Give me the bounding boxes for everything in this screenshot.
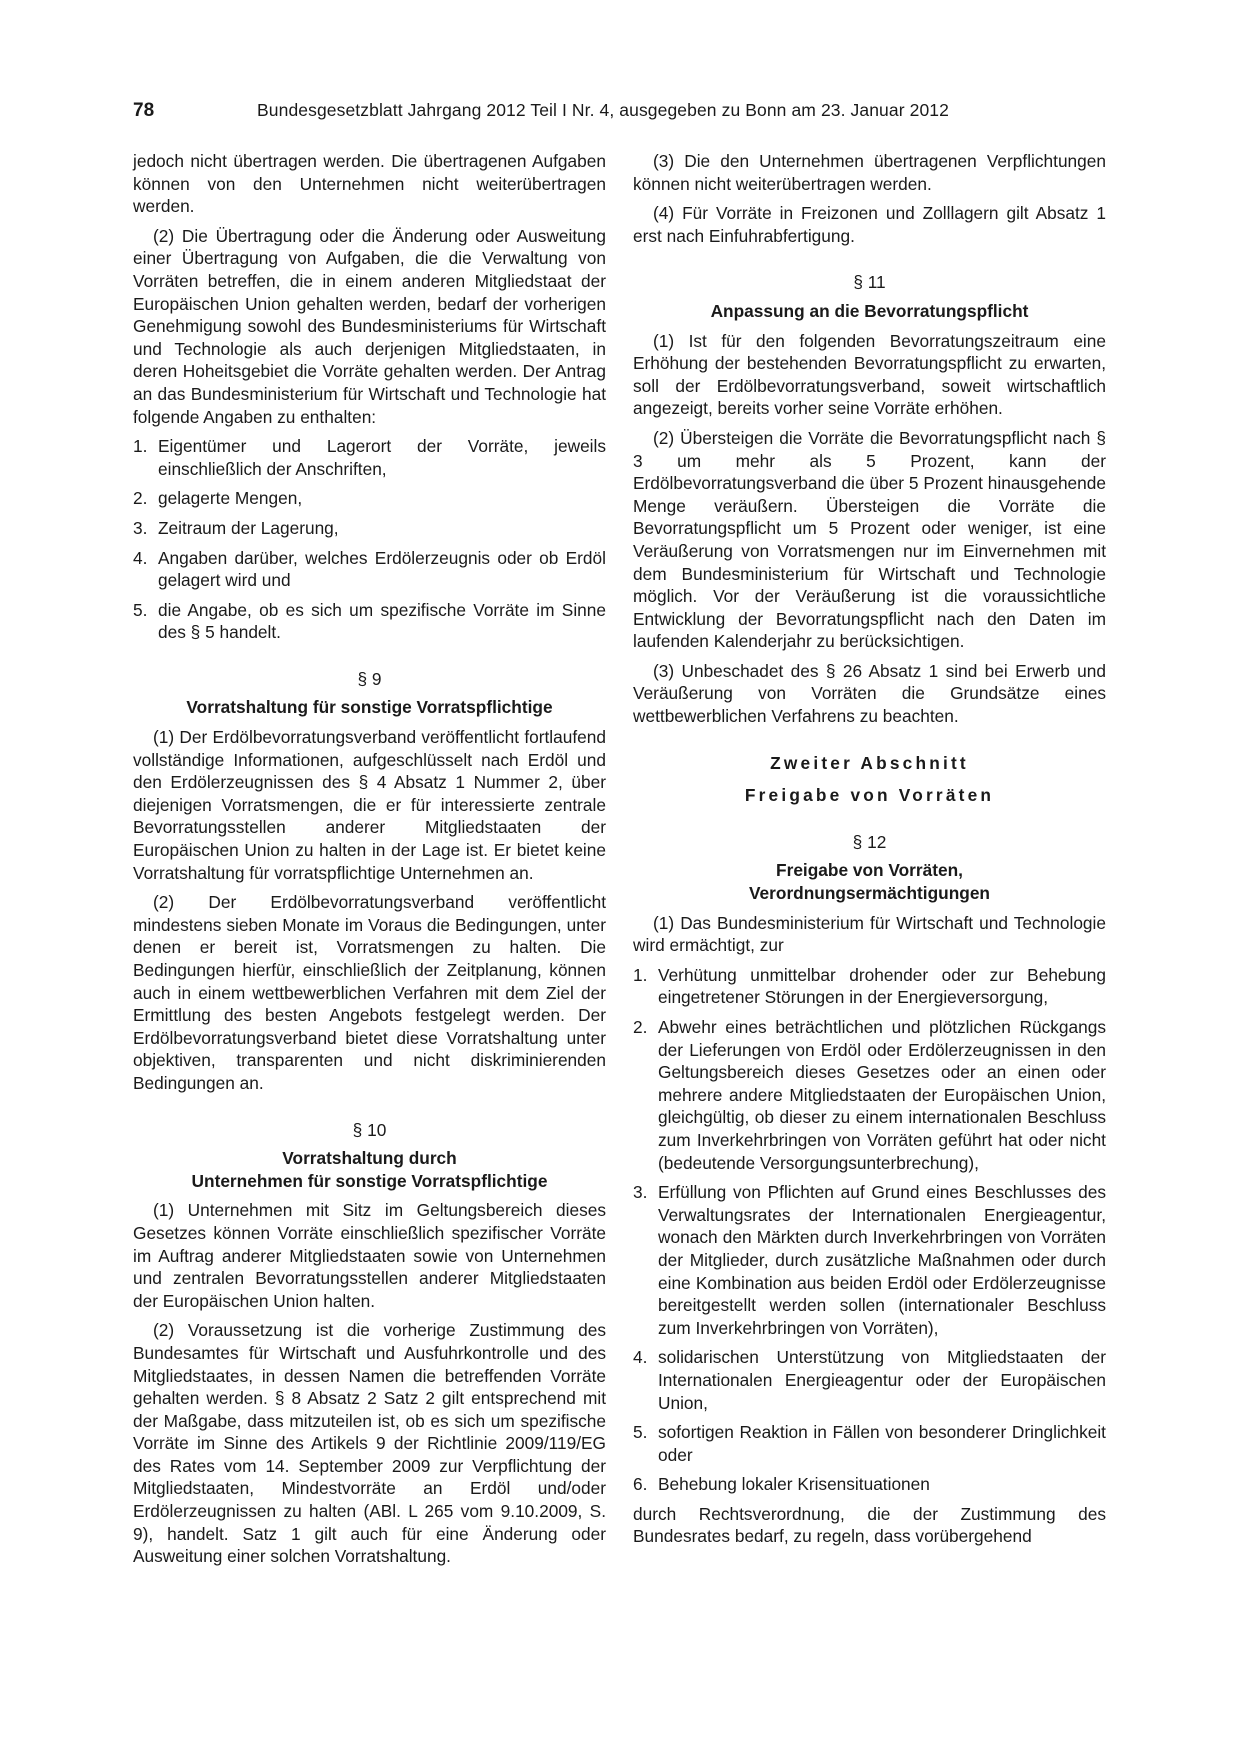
section-title-9 [133, 696, 606, 719]
list-text: solidarischen Unterstützung von Mitgliedstaaten der Internationalen Energieagentur oder der Europäischen Union, [658, 1347, 1106, 1413]
list-item [133, 487, 606, 510]
list-text: die Angabe, ob es sich um spezifische Vorräte im Sinne des § 5 handelt. [158, 599, 606, 643]
list-text: Zeitraum der Lagerung, [158, 517, 339, 538]
paragraph: jedoch nicht übertragen werden. Die übertragenen Aufgaben können von den Unternehmen nicht weiterübertragen werden. [133, 151, 606, 217]
list-item [633, 1016, 1106, 1174]
list-text: Behebung lokaler Krisensituationen [658, 1474, 930, 1495]
list-number: 4. [633, 1347, 648, 1368]
paragraph: (4) Für Vorräte in Freizonen und Zolllagern gilt Absatz 1 erst nach Einfuhrabfertigung. [633, 203, 1106, 246]
paragraph: (3) Die den Unternehmen übertragenen Verpflichtungen können nicht weiterübertragen werden. [633, 151, 1106, 194]
section-sign-9: § 9 [357, 668, 382, 689]
page-header [133, 100, 1109, 122]
section-title-line: Unternehmen für sonstige Vorratspflichtige [191, 1170, 548, 1191]
list-item [633, 1346, 1106, 1414]
list-text: gelagerte Mengen, [158, 488, 303, 509]
list-number: 6. [633, 1474, 648, 1495]
list-text: Eigentümer und Lagerort der Vorräte, jeweils einschließlich der Anschriften, [158, 436, 606, 479]
section-sign-10: § 10 [352, 1119, 387, 1140]
part-title: Freigabe von Vorräten [744, 785, 995, 806]
list-item [633, 1181, 1106, 1339]
numbered-list [133, 435, 606, 644]
paragraph: (1) Der Erdölbevorratungsverband veröffentlicht fortlaufend vollständige Informationen, aufgeschlüsselt nach Erdöl und den Erdölerzeugnissen des § 4 Absatz 1 Nummer 2, über diejenigen Vorratsmengen, die er für interessierte zentrale Bevorratungsstellen anderer Mitgliedstaaten der Europäischen Union zu halten in der Lage ist. Er bietet keine Vorratshaltung für vorratspflichtige Unternehmen an. [133, 727, 606, 883]
section-title-12 [633, 859, 1106, 904]
list-number: 5. [633, 1422, 648, 1443]
left-column [133, 150, 606, 1575]
section-title-line: Anpassung an die Bevorratungspflicht [710, 300, 1029, 321]
numbered-list [633, 964, 1106, 1496]
list-number: 4. [133, 547, 148, 568]
paragraph: (3) Unbeschadet des § 26 Absatz 1 sind bei Erwerb und Veräußerung von Vorräten die Grundsätze eines wettbewerblichen Verfahrens zu beachten. [633, 660, 1106, 727]
paragraph: durch Rechtsverordnung, die der Zustimmung des Bundesrates bedarf, zu regeln, dass vorübergehend [633, 1503, 1106, 1547]
gazette-title: Bundesgesetzblatt Jahrgang 2012 Teil I Nr. 4, ausgegeben zu Bonn am 23. Januar 2012 [257, 100, 949, 120]
list-item [133, 517, 606, 540]
list-text: Abwehr eines beträchtlichen und plötzlichen Rückgangs der Lieferungen von Erdöl oder Erdölerzeugnissen in den Geltungsbereich dieses Gesetzes oder an einen oder mehrere andere Mitgliedstaaten der Europäischen Union, gleichgültig, ob dieser zu einem internationalen Beschluss zum Inverkehrbringen von Vorräten geführt hat oder nicht (bedeutende Versorgungsunterbrechung), [658, 1017, 1106, 1173]
list-item [133, 435, 606, 480]
list-number: 1. [633, 964, 648, 985]
list-text: Erfüllung von Pflichten auf Grund eines Beschlusses des Verwaltungsrates der Internationalen Energieagentur, wonach den Märkten durch Inverkehrbringen von Vorräten der Mitglieder, durch zusätzliche Maßnahmen oder durch eine Kombination aus beiden Erdöl oder Erdölerzeugnisse bereitgestellt werden sollen (internationaler Beschluss zum Inverkehrbringen von Vorräten), [658, 1182, 1106, 1338]
paragraph: (1) Das Bundesministerium für Wirtschaft und Technologie wird ermächtigt, zur [633, 912, 1106, 956]
section-title-line: Vorratshaltung für sonstige Vorratspflichtige [186, 697, 553, 718]
paragraph: (2) Der Erdölbevorratungsverband veröffentlicht mindestens sieben Monate im Voraus die Bedingungen, unter denen er bereit ist, Vorratsmengen zu halten. Die Bedingungen hierfür, einschließlich der Zeitplanung, können auch in einem wettbewerblichen Verfahren mit dem Ziel der Ermittlung des besten Angebots festgelegt werden. Der Erdölbevorratungsverband bietet diese Vorratshaltung unter objektiven, transparenten und nicht diskriminierenden Bedingungen an. [133, 892, 606, 1093]
section-title-line: Vorratshaltung durch [282, 1148, 457, 1169]
paragraph: (2) Voraussetzung ist die vorherige Zustimmung des Bundesamtes für Wirtschaft und Ausfuhrkontrolle und des Mitgliedstaates, in dessen Namen die betreffenden Vorräte gehalten werden. § 8 Absatz 2 Satz 2 gilt entsprechend mit der Maßgabe, dass mitzuteilen ist, ob es sich um spezifische Vorräte im Sinne des Artikels 9 der Richtlinie 2009/119/EG des Rates vom 14. September 2009 zur Verpflichtung der Mitgliedstaaten, Mindestvorräte an Erdöl und/oder Erdölerzeugnissen zu halten (ABl. L 265 vom 9.10.2009, S. 9), handelt. Satz 1 gilt auch für eine Änderung oder Ausweitung einer solchen Vorratshaltung. [133, 1320, 606, 1567]
section-sign-12: § 12 [852, 831, 887, 852]
list-number: 1. [133, 436, 148, 457]
list-number: 2. [633, 1017, 648, 1037]
list-number: 3. [633, 1182, 648, 1203]
right-column [633, 150, 1106, 1555]
paragraph: (1) Unternehmen mit Sitz im Geltungsbereich dieses Gesetzes können Vorräte einschließlich spezifischer Vorräte im Auftrag anderer Mitgliedstaaten sowie von Unternehmen und zentralen Bevorratungsstellen anderer Mitgliedstaaten der Europäischen Union halten. [133, 1200, 606, 1311]
list-item [633, 964, 1106, 1009]
section-title-line: Freigabe von Vorräten, [776, 860, 963, 881]
list-item [133, 547, 606, 592]
list-text: sofortigen Reaktion in Fällen von besonderer Dringlichkeit oder [658, 1422, 1106, 1465]
list-number: 2. [133, 488, 148, 509]
section-title-11 [633, 300, 1106, 323]
section-title-line: Verordnungsermächtigungen [748, 883, 990, 904]
paragraph: (2) Die Übertragung oder die Änderung oder Ausweitung einer Übertragung von Aufgaben, die die Verwaltung von Vorräten betreffen, die in einem anderen Mitgliedstaat der Europäischen Union gehalten werden, bedarf der vorherigen Genehmigung sowohl des Bundesministeriums für Wirtschaft und Technologie als auch derjenigen Mitgliedstaaten, in deren Hoheitsgebiet die Vorräte gehalten werden. Der Antrag an das Bundesministerium für Wirtschaft und Technologie hat folgende Angaben zu enthalten: [133, 225, 606, 427]
part-label: Zweiter Abschnitt [770, 752, 969, 773]
list-number: 3. [133, 517, 148, 538]
paragraph: (1) Ist für den folgenden Bevorratungszeitraum eine Erhöhung der bestehenden Bevorratungspflicht zu erwarten, soll der Erdölbevorratungsverband, soweit wirtschaftlich angezeigt, bereits vorher seine Vorräte erhöhen. [633, 330, 1106, 419]
paragraph: (2) Übersteigen die Vorräte die Bevorratungspflicht nach § 3 um mehr als 5 Prozent, kann der Erdölbevorratungsverband die über 5 Prozent hinausgehende Menge veräußern. Übersteigen die Vorräte die Bevorratungspflicht um 5 Prozent oder weniger, ist eine Veräußerung von Vorratsmengen nur im Einvernehmen mit dem Bundesministerium für Wirtschaft und Technologie möglich. Vor der Veräußerung ist die voraussichtliche Entwicklung der Bevorratungspflicht nach den Daten im laufenden Kalenderjahr zu berücksichtigen. [633, 427, 1106, 652]
list-text: Angaben darüber, welches Erdölerzeugnis oder ob Erdöl gelagert wird und [158, 547, 606, 591]
list-item [633, 1421, 1106, 1466]
page-number: 78 [133, 100, 155, 121]
section-sign-11: § 11 [853, 272, 886, 293]
list-item [633, 1473, 1106, 1496]
section-title-10 [133, 1147, 606, 1192]
list-number: 5. [133, 599, 148, 620]
list-text: Verhütung unmittelbar drohender oder zur Behebung eingetretener Störungen in der Energieversorgung, [658, 964, 1106, 1008]
list-item [133, 599, 606, 644]
